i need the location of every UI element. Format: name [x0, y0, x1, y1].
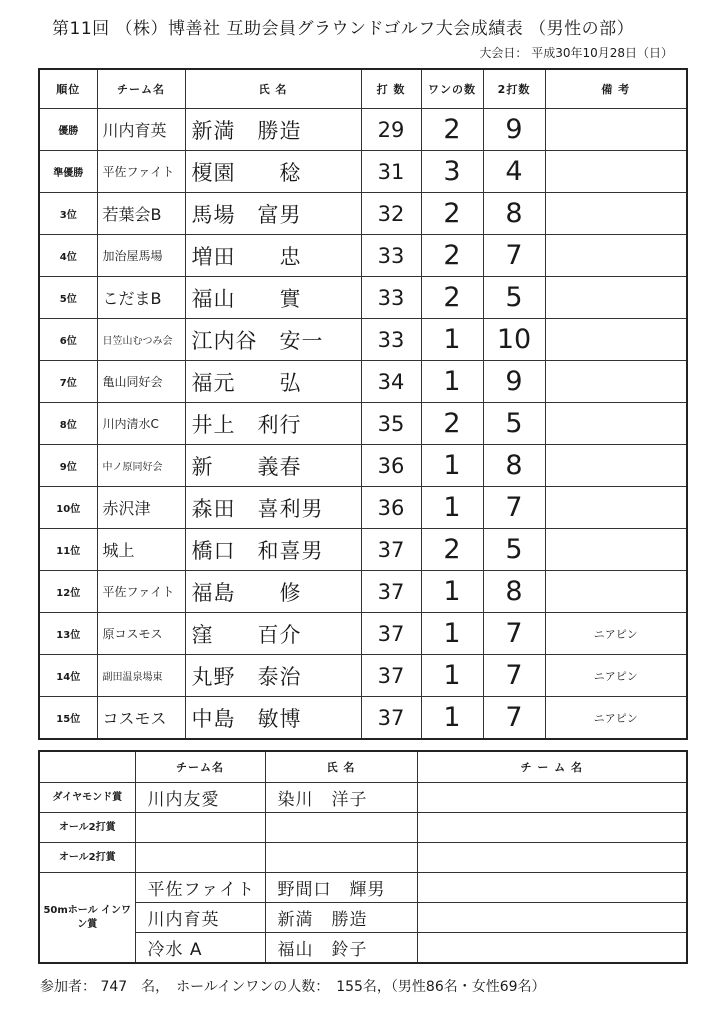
hole-in-one-cell: 1	[421, 613, 483, 655]
rank-cell: 優勝	[39, 109, 97, 151]
hole-in-one-cell: 1	[421, 361, 483, 403]
two-strokes-cell: 7	[483, 655, 545, 697]
strokes-cell: 36	[361, 445, 421, 487]
two-strokes-cell: 5	[483, 403, 545, 445]
note-cell	[545, 277, 687, 319]
award-label: オール2打賞	[39, 813, 135, 843]
two-strokes-cell: 5	[483, 529, 545, 571]
table-row	[39, 529, 687, 571]
team-cell: 若葉会B	[97, 193, 185, 235]
hole-in-one-cell: 2	[421, 277, 483, 319]
rank-cell: 13位	[39, 613, 97, 655]
team-cell: 亀山同好会	[97, 361, 185, 403]
name-cell: 中島 敏博	[185, 697, 361, 740]
rank-cell: 3位	[39, 193, 97, 235]
award-row-all2	[39, 843, 687, 873]
strokes-cell: 29	[361, 109, 421, 151]
two-strokes-cell: 7	[483, 235, 545, 277]
strokes-cell: 32	[361, 193, 421, 235]
strokes-cell: 35	[361, 403, 421, 445]
award-team	[135, 813, 265, 843]
award-row-hole50	[39, 873, 687, 903]
award-row-hole50	[39, 933, 687, 964]
award-name	[265, 843, 417, 873]
name-cell: 窪 百介	[185, 613, 361, 655]
name-cell: 森田 喜利男	[185, 487, 361, 529]
award-name	[265, 813, 417, 843]
two-strokes-cell: 4	[483, 151, 545, 193]
strokes-cell: 33	[361, 235, 421, 277]
rank-cell: 5位	[39, 277, 97, 319]
rank-cell: 15位	[39, 697, 97, 740]
table-row	[39, 445, 687, 487]
hole-in-one-cell: 2	[421, 403, 483, 445]
table-row	[39, 655, 687, 697]
rank-cell: 12位	[39, 571, 97, 613]
award-team2	[417, 783, 687, 813]
two-strokes-cell: 5	[483, 277, 545, 319]
award-team: 平佐ファイト	[135, 873, 265, 903]
award-team2	[417, 813, 687, 843]
awards-table	[38, 750, 688, 964]
hole-in-one-cell: 2	[421, 109, 483, 151]
awards-header-row	[39, 751, 687, 783]
award-team2	[417, 843, 687, 873]
page-title: 第11回 （株）博善社 互助会員グラウンドゴルフ大会成績表 （男性の部）	[52, 19, 635, 39]
note-cell	[545, 487, 687, 529]
team-cell: 川内清水C	[97, 403, 185, 445]
header-hole-in-one: ワンの数	[421, 69, 483, 109]
hole-in-one-cell: 1	[421, 655, 483, 697]
strokes-cell: 37	[361, 571, 421, 613]
hole-in-one-cell: 2	[421, 235, 483, 277]
results-header-row	[39, 69, 687, 109]
rank-cell: 6位	[39, 319, 97, 361]
award-team2	[417, 873, 687, 903]
award-team: 川内育英	[135, 903, 265, 933]
team-cell: 日笠山むつみ会	[97, 319, 185, 361]
two-strokes-cell: 8	[483, 193, 545, 235]
name-cell: 榎園 稔	[185, 151, 361, 193]
two-strokes-cell: 10	[483, 319, 545, 361]
table-row	[39, 109, 687, 151]
table-row	[39, 277, 687, 319]
rank-cell: 14位	[39, 655, 97, 697]
header-team: チーム名	[97, 69, 185, 109]
two-strokes-cell: 7	[483, 697, 545, 740]
hole-in-one-cell: 1	[421, 319, 483, 361]
table-row	[39, 487, 687, 529]
award-row-hole50	[39, 903, 687, 933]
hole-in-one-cell: 1	[421, 697, 483, 740]
awards-header-name: 氏 名	[265, 751, 417, 783]
header-two-strokes: 2打数	[483, 69, 545, 109]
strokes-cell: 36	[361, 487, 421, 529]
note-cell: ニアピン	[545, 655, 687, 697]
award-label: オール2打賞	[39, 843, 135, 873]
team-cell: 平佐ファイト	[97, 151, 185, 193]
table-row	[39, 403, 687, 445]
team-cell: 平佐ファイト	[97, 571, 185, 613]
name-cell: 福元 弘	[185, 361, 361, 403]
strokes-cell: 31	[361, 151, 421, 193]
name-cell: 橋口 和喜男	[185, 529, 361, 571]
strokes-cell: 37	[361, 613, 421, 655]
rank-cell: 7位	[39, 361, 97, 403]
name-cell: 丸野 泰治	[185, 655, 361, 697]
header-rank: 順位	[39, 69, 97, 109]
award-team: 川内友愛	[135, 783, 265, 813]
award-name: 新満 勝造	[265, 903, 417, 933]
team-cell: 副田温泉場東	[97, 655, 185, 697]
hole-in-one-cell: 2	[421, 529, 483, 571]
award-name: 染川 洋子	[265, 783, 417, 813]
team-cell: コスモス	[97, 697, 185, 740]
award-team: 冷水 A	[135, 933, 265, 964]
strokes-cell: 37	[361, 697, 421, 740]
rank-cell: 4位	[39, 235, 97, 277]
note-cell	[545, 571, 687, 613]
awards-header-blank	[39, 751, 135, 783]
award-label: 50mホール インワン賞	[39, 873, 135, 964]
table-row	[39, 613, 687, 655]
team-cell: こだまB	[97, 277, 185, 319]
two-strokes-cell: 9	[483, 361, 545, 403]
hole-in-one-cell: 1	[421, 445, 483, 487]
note-cell	[545, 235, 687, 277]
strokes-cell: 37	[361, 655, 421, 697]
award-name: 野間口 輝男	[265, 873, 417, 903]
award-team2	[417, 933, 687, 964]
table-row	[39, 697, 687, 740]
note-cell	[545, 403, 687, 445]
hole-in-one-cell: 3	[421, 151, 483, 193]
results-table	[38, 68, 688, 740]
awards-header-team2: チ ー ム 名	[417, 751, 687, 783]
team-cell: 赤沢津	[97, 487, 185, 529]
strokes-cell: 37	[361, 529, 421, 571]
award-label: ダイヤモンド賞	[39, 783, 135, 813]
rank-cell: 11位	[39, 529, 97, 571]
note-cell	[545, 445, 687, 487]
note-cell	[545, 529, 687, 571]
note-cell	[545, 109, 687, 151]
rank-cell: 9位	[39, 445, 97, 487]
name-cell: 新 義春	[185, 445, 361, 487]
rank-cell: 10位	[39, 487, 97, 529]
awards-header-team: チーム名	[135, 751, 265, 783]
hole-in-one-cell: 2	[421, 193, 483, 235]
event-date: 大会日： 平成30年10月28日（日）	[479, 46, 673, 60]
strokes-cell: 33	[361, 277, 421, 319]
hole-in-one-cell: 1	[421, 487, 483, 529]
table-row	[39, 151, 687, 193]
name-cell: 江内谷 安一	[185, 319, 361, 361]
two-strokes-cell: 8	[483, 571, 545, 613]
table-row	[39, 571, 687, 613]
note-cell	[545, 193, 687, 235]
award-row-diamond	[39, 783, 687, 813]
strokes-cell: 33	[361, 319, 421, 361]
table-row	[39, 193, 687, 235]
team-cell: 川内育英	[97, 109, 185, 151]
note-cell	[545, 319, 687, 361]
name-cell: 馬場 富男	[185, 193, 361, 235]
table-row	[39, 319, 687, 361]
note-cell: ニアピン	[545, 697, 687, 740]
name-cell: 新満 勝造	[185, 109, 361, 151]
strokes-cell: 34	[361, 361, 421, 403]
table-row	[39, 361, 687, 403]
note-cell: ニアピン	[545, 613, 687, 655]
note-cell	[545, 151, 687, 193]
two-strokes-cell: 7	[483, 613, 545, 655]
table-row	[39, 235, 687, 277]
award-name: 福山 鈴子	[265, 933, 417, 964]
name-cell: 井上 利行	[185, 403, 361, 445]
header-strokes: 打 数	[361, 69, 421, 109]
name-cell: 福島 修	[185, 571, 361, 613]
note-cell	[545, 361, 687, 403]
two-strokes-cell: 8	[483, 445, 545, 487]
team-cell: 中ノ原同好会	[97, 445, 185, 487]
two-strokes-cell: 7	[483, 487, 545, 529]
team-cell: 加治屋馬場	[97, 235, 185, 277]
two-strokes-cell: 9	[483, 109, 545, 151]
header-note: 備 考	[545, 69, 687, 109]
award-team	[135, 843, 265, 873]
participants-summary: 参加者： 747 名， ホールインワンの人数： 155名，（男性86名・女性69名）	[40, 979, 546, 995]
team-cell: 原コスモス	[97, 613, 185, 655]
rank-cell: 8位	[39, 403, 97, 445]
header-name: 氏 名	[185, 69, 361, 109]
hole-in-one-cell: 1	[421, 571, 483, 613]
rank-cell: 準優勝	[39, 151, 97, 193]
team-cell: 城上	[97, 529, 185, 571]
award-team2	[417, 903, 687, 933]
name-cell: 福山 實	[185, 277, 361, 319]
award-row-all2	[39, 813, 687, 843]
name-cell: 増田 忠	[185, 235, 361, 277]
